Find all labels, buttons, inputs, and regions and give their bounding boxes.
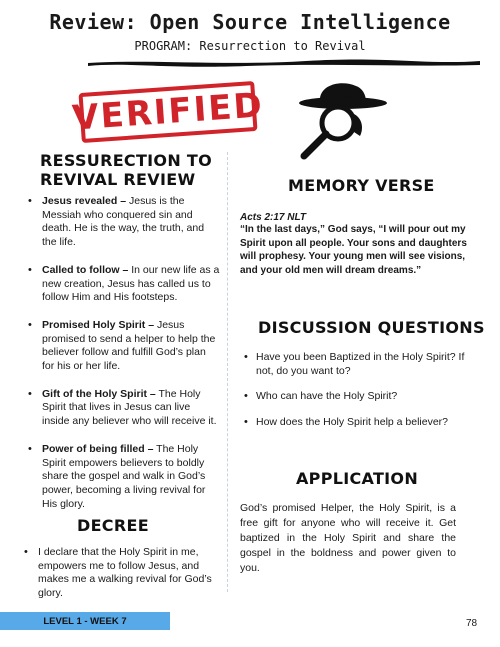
application-text: God’s promised Helper, the Holy Spirit, is a free gift for anyone who will receive it. Get baptized in the Holy Spirit and share the gospel in the boldness and power given to you. <box>240 502 456 574</box>
list-item <box>28 264 220 305</box>
decree-heading: DECREE <box>77 516 149 535</box>
list-item <box>28 195 220 250</box>
level-badge <box>0 612 170 630</box>
review-text: Jesus is the Messiah who conquered sin and death. He is the way, the truth, and the life. <box>42 195 205 249</box>
review-text: The Holy Spirit that lives in Jesus can live inside any believer who will receive it. <box>42 387 217 428</box>
program-subtitle: PROGRAM: Resurrection to Revival <box>134 39 366 53</box>
spy-magnifier-icon <box>276 76 396 166</box>
application-heading: APPLICATION <box>296 469 419 488</box>
list-item: • I declare that the Holy Spirit in me, empowers me to follow Jesus, and makes me a walking revival for God’s glory. <box>24 546 224 601</box>
list-item: • Who can have the Holy Spirit? <box>244 390 474 404</box>
review-text: The Holy Spirit empowers believers to boldly share the gospel and walk in God’s power, becoming a living revival for His glory. <box>42 442 206 510</box>
review-term: Jesus revealed – <box>42 195 127 207</box>
verse-reference: Acts 2:17 NLT <box>240 212 306 223</box>
brush-stroke-divider <box>86 58 482 68</box>
review-text: In our new life as a new creation, Jesus has called us to follow Him and His footsteps. <box>42 263 220 304</box>
memory-verse-heading: MEMORY VERSE <box>288 176 435 195</box>
page-title: Review: Open Source Intelligence <box>49 10 451 34</box>
review-term: Power of being filled – <box>42 442 154 455</box>
verified-stamp-text: VERIFIED <box>70 85 266 139</box>
list-item: • How does the Holy Spirit help a believer? <box>244 416 474 430</box>
list-item <box>28 388 220 429</box>
review-term: Promised Holy Spirit – <box>42 318 155 331</box>
verified-stamp <box>70 81 266 143</box>
review-text: Jesus promised to send a helper to help the believer follow and fulfill God’s plan for his or her life. <box>42 318 216 373</box>
column-divider <box>227 152 228 592</box>
review-term: Called to follow – <box>42 263 129 276</box>
decree-list <box>24 546 224 601</box>
list-item <box>28 319 220 374</box>
list-item: • Have you been Baptized in the Holy Spirit? If not, do you want to? <box>244 351 474 378</box>
review-heading: RESSURECTION TO REVIVAL REVIEW <box>40 151 213 189</box>
discussion-list <box>244 351 474 442</box>
page-number: 78 <box>466 618 478 629</box>
review-term: Gift of the Holy Spirit – <box>42 387 156 400</box>
discussion-heading: DISCUSSION QUESTIONS <box>258 318 485 337</box>
review-list <box>28 195 220 525</box>
verse-text: “In the last days,” God says, “I will pour out my Spirit upon all people. Your sons and daughters will prophesy. Your young men will see visions, and your old men will dream dreams.” <box>240 224 467 276</box>
list-item <box>28 443 220 512</box>
level-label: LEVEL 1 - WEEK 7 <box>43 615 127 627</box>
